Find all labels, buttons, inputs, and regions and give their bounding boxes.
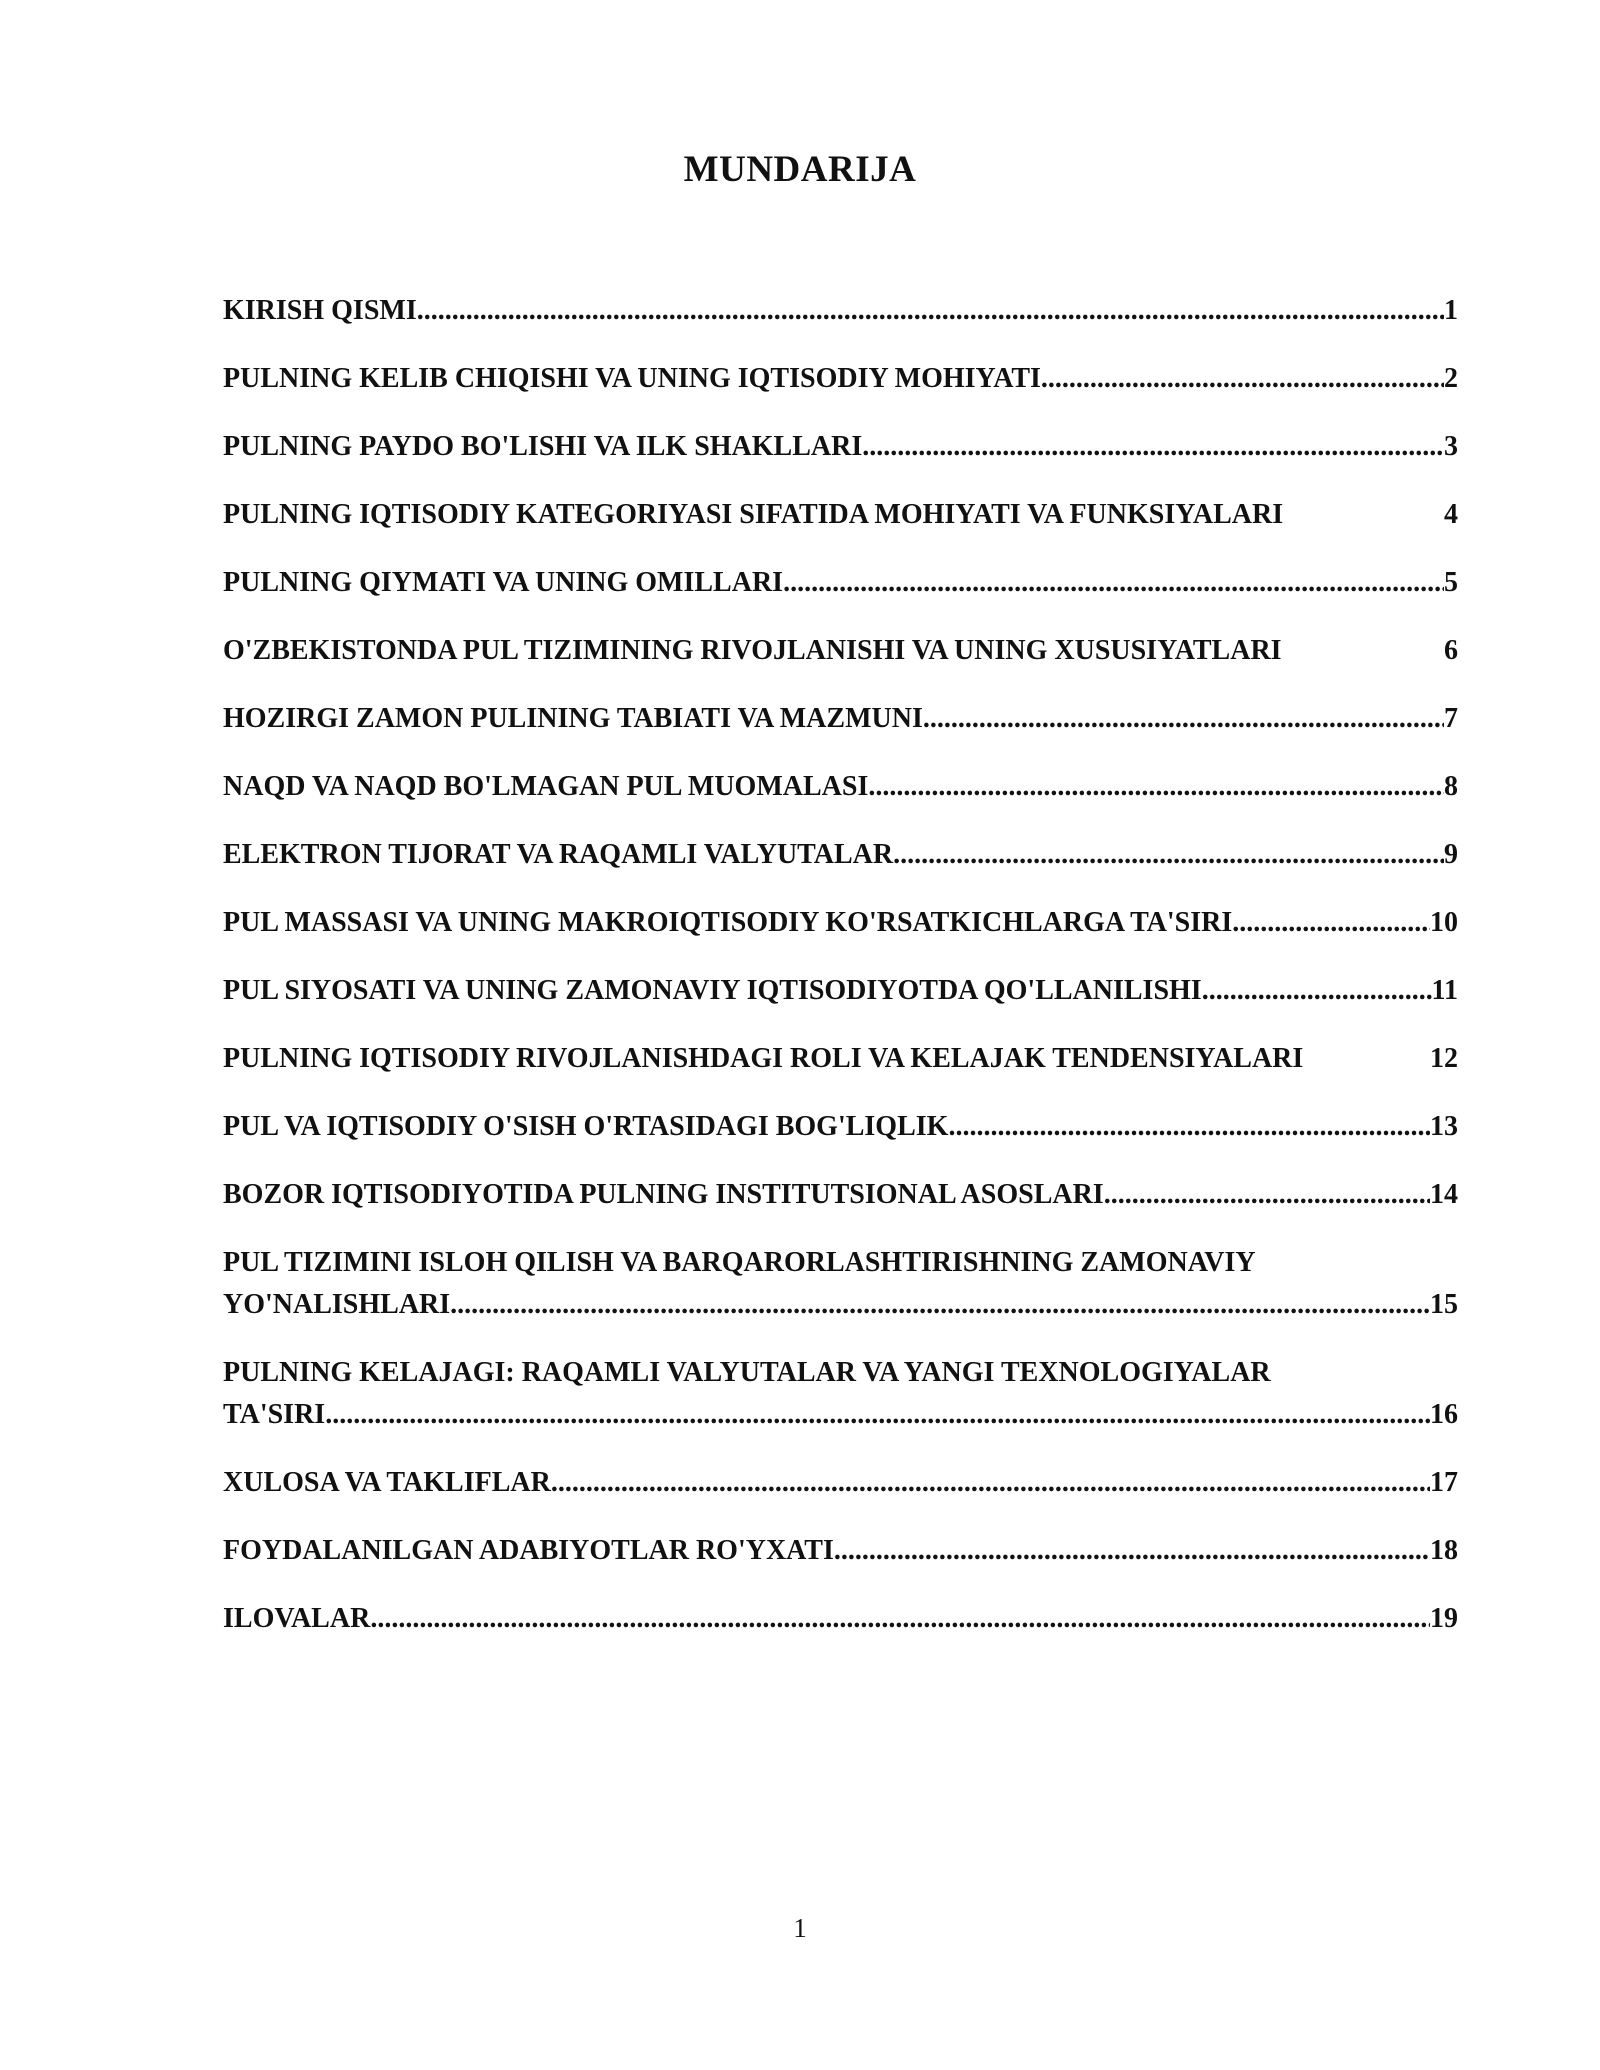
toc-entry-title: PULNING IQTISODIY KATEGORIYASI SIFATIDA MOHIYATI VA FUNKSIYALARI xyxy=(223,499,1284,530)
toc-page-number: 14 xyxy=(1430,1179,1458,1210)
toc-entry-title-continued: TA'SIRI xyxy=(223,1399,326,1430)
page-title: MUNDARIJA xyxy=(683,149,917,190)
toc-entry[interactable] xyxy=(223,630,1458,672)
toc-page-number: 13 xyxy=(1430,1111,1458,1142)
toc-page-number: 16 xyxy=(1430,1399,1458,1430)
dot-leader xyxy=(862,426,1444,468)
dot-leader xyxy=(1041,358,1444,400)
toc-entry[interactable] xyxy=(223,1352,1458,1436)
dot-leader xyxy=(450,1284,1430,1326)
toc-entry-title: PULNING KELIB CHIQISHI VA UNING IQTISODIY MOHIYATI xyxy=(223,363,1041,394)
toc-entry-title: FOYDALANILGAN ADABIYOTLAR RO'YXATI xyxy=(223,1535,834,1566)
page-number: 1 xyxy=(793,1913,807,1943)
dot-leader xyxy=(417,290,1444,332)
toc-entry[interactable] xyxy=(223,562,1458,604)
toc-entry[interactable] xyxy=(223,766,1458,808)
toc-entry-title: PULNING IQTISODIY RIVOJLANISHDAGI ROLI VA KELAJAK TENDENSIYALARI xyxy=(223,1043,1304,1074)
dot-leader xyxy=(948,1106,1430,1148)
toc-entry[interactable] xyxy=(223,1038,1458,1080)
toc-entry-title: XULOSA VA TAKLIFLAR xyxy=(223,1467,551,1498)
dot-leader xyxy=(325,1394,1430,1436)
toc-page-number: 3 xyxy=(1444,431,1458,462)
toc-page-number: 19 xyxy=(1430,1603,1458,1634)
toc-entry[interactable] xyxy=(223,1174,1458,1216)
toc-entry[interactable] xyxy=(223,358,1458,400)
toc-entry-title: NAQD VA NAQD BO'LMAGAN PUL MUOMALASI xyxy=(223,771,869,802)
toc-entry[interactable] xyxy=(223,290,1458,332)
toc-entry-title: PULNING PAYDO BO'LISHI VA ILK SHAKLLARI xyxy=(223,431,863,462)
dot-leader xyxy=(868,766,1444,808)
toc-page-number: 12 xyxy=(1430,1043,1458,1074)
toc-entry-title-continued: YO'NALISHLARI xyxy=(223,1289,451,1320)
dot-leader xyxy=(783,562,1444,604)
dot-leader xyxy=(834,1530,1430,1572)
toc-page-number: 1 xyxy=(1444,295,1458,326)
toc-entry-title: BOZOR IQTISODIYOTIDA PULNING INSTITUTSIONAL ASOSLARI xyxy=(223,1179,1104,1210)
toc-entry-title: PUL MASSASI VA UNING MAKROIQTISODIY KO'RSATKICHLARGA TA'SIRI xyxy=(223,907,1233,938)
toc-entry-title: PULNING QIYMATI VA UNING OMILLARI xyxy=(223,567,784,598)
toc-entry[interactable] xyxy=(223,834,1458,876)
toc-entry-title: ELEKTRON TIJORAT VA RAQAMLI VALYUTALAR xyxy=(223,839,894,870)
toc-entry-title: PUL SIYOSATI VA UNING ZAMONAVIY IQTISODIYOTDA QO'LLANILISHI xyxy=(223,975,1202,1006)
toc-entry[interactable] xyxy=(223,1530,1458,1572)
table-of-contents xyxy=(223,290,1458,1666)
toc-page-number: 5 xyxy=(1444,567,1458,598)
dot-leader xyxy=(923,698,1444,740)
toc-entry[interactable] xyxy=(223,1462,1458,1504)
toc-entry[interactable] xyxy=(223,1598,1458,1640)
toc-entry[interactable] xyxy=(223,1242,1458,1326)
toc-entry-title: KIRISH QISMI xyxy=(223,295,417,326)
toc-page-number: 18 xyxy=(1430,1535,1458,1566)
toc-page-number: 6 xyxy=(1444,635,1458,666)
dot-leader xyxy=(370,1598,1430,1640)
dot-leader xyxy=(893,834,1444,876)
toc-entry[interactable] xyxy=(223,698,1458,740)
toc-entry-title: PULNING KELAJAGI: RAQAMLI VALYUTALAR VA YANGI TEXNOLOGIYALAR xyxy=(223,1357,1271,1388)
toc-entry-title: PUL TIZIMINI ISLOH QILISH VA BARQARORLASHTIRISHNING ZAMONAVIY xyxy=(223,1247,1256,1278)
toc-page-number: 2 xyxy=(1444,363,1458,394)
toc-entry-title: PUL VA IQTISODIY O'SISH O'RTASIDAGI BOG'LIQLIK xyxy=(223,1111,949,1142)
toc-page-number: 17 xyxy=(1430,1467,1458,1498)
dot-leader xyxy=(551,1462,1430,1504)
dot-leader xyxy=(1232,902,1430,944)
toc-page-number: 11 xyxy=(1431,975,1458,1006)
toc-page-number: 9 xyxy=(1444,839,1458,870)
toc-entry[interactable] xyxy=(223,970,1458,1012)
toc-page-number: 4 xyxy=(1444,499,1458,530)
toc-entry-title: HOZIRGI ZAMON PULINING TABIATI VA MAZMUNI xyxy=(223,703,923,734)
toc-entry[interactable] xyxy=(223,426,1458,468)
toc-entry[interactable] xyxy=(223,1106,1458,1148)
toc-entry[interactable] xyxy=(223,902,1458,944)
toc-page-number: 15 xyxy=(1430,1289,1458,1320)
dot-leader xyxy=(1202,970,1432,1012)
toc-entry[interactable] xyxy=(223,494,1458,536)
toc-entry-title: ILOVALAR xyxy=(223,1603,371,1634)
toc-entry-title: O'ZBEKISTONDA PUL TIZIMINING RIVOJLANISHI VA UNING XUSUSIYATLARI xyxy=(223,635,1282,666)
dot-leader xyxy=(1104,1174,1430,1216)
toc-page-number: 7 xyxy=(1444,703,1458,734)
toc-page-number: 8 xyxy=(1444,771,1458,802)
toc-page-number: 10 xyxy=(1430,907,1458,938)
